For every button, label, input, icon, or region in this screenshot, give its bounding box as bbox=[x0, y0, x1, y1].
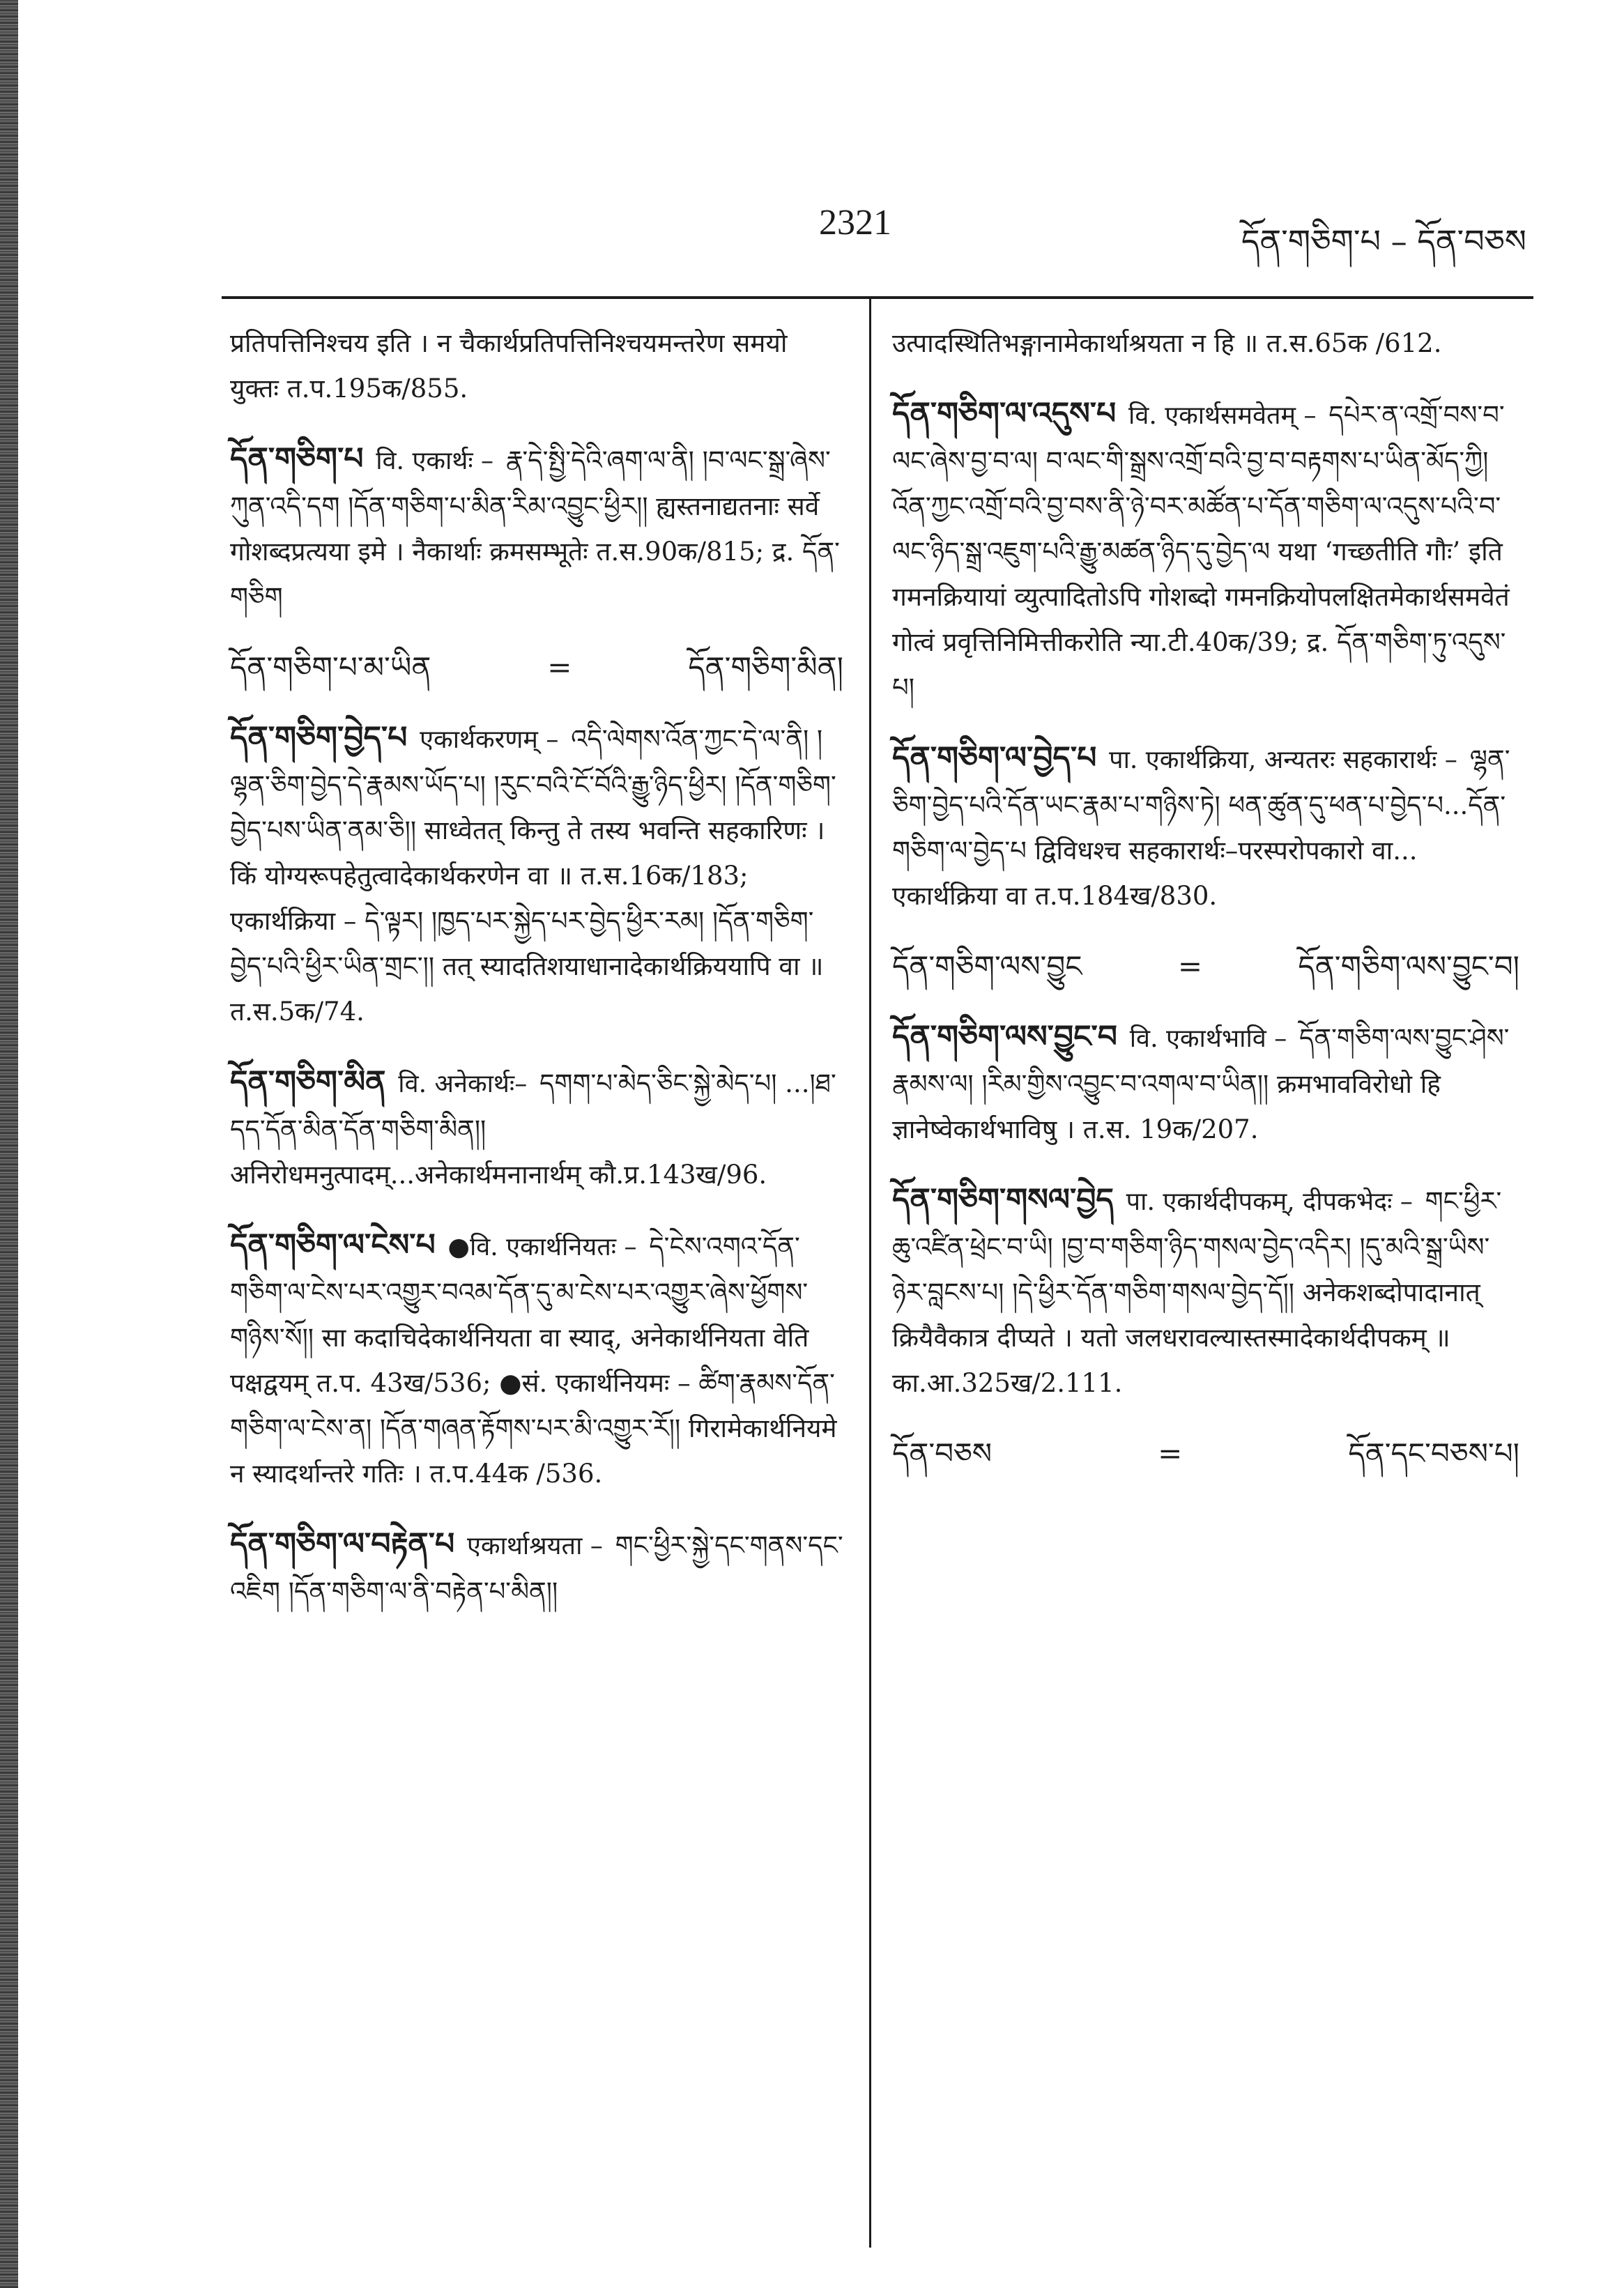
entry-headword: དོན་གཅིག་ལ་འདུས་པ bbox=[892, 396, 1117, 431]
entry-headword: དོན་གཅིག་བྱེད་པ bbox=[230, 720, 408, 755]
entry-grammar: वि. एकार्थभावि – bbox=[1129, 1024, 1287, 1053]
page-header bbox=[230, 202, 1526, 265]
dictionary-entry bbox=[230, 436, 843, 620]
entry-body: རྣ་དེ་སྤྱི་དེའི་ཞག་ལ་ནི། །བ་ལང་སྒྲ་ཞེས་ཀུན་འདི་དག །དོན་གཅིག་པ་མིན་རིམ་འབྱུང་ཕྱིར།། ह्यस्तनाद्यतनाः सर्वे गोशब्दप्रत्यया इमे । नैकार्थाः क्रमसम्भूतेः त.स.90क/815; द्र. དོན་གཅིག bbox=[230, 445, 840, 612]
equiv-right: དོན་གཅིག་མིན། bbox=[688, 650, 843, 684]
entry-grammar: पा. एकार्थक्रिया, अन्यतरः सहकारार्थः – bbox=[1109, 746, 1457, 774]
equals-sign: = bbox=[1177, 949, 1203, 983]
entry-headword: དོན་གཅིག་ལ་ངེས་པ bbox=[230, 1227, 436, 1263]
dictionary-entry bbox=[892, 1177, 1519, 1406]
entry-body: དགག་པ་མེད་ཅིང་སྐྱེ་མེད་པ། ...།ཐ་དད་དོན་མིན་དོན་གཅིག་མིན།། अनिरोधमनुत्पादम्...अनेकार्थमनानार्थम् कौ.प्र.143ख/96. bbox=[230, 1068, 836, 1190]
entry-body: འདི་ལེགས་འོན་ཀྱང་དེ་ལ་ནི། །ལྷན་ཅིག་བྱེད་དེ་རྣམས་ཡོད་པ། །རུང་བའི་ངོ་བོའི་རྒྱུ་ཉིད་ཕྱིར། །དོན་གཅིག་བྱེད་པས་ཡིན་ནམ་ཅི།། साध्वेतत् किन्तु ते तस्य भवन्ति सहकारिणः । किं योग्यरूपहेतुत्वादेकार्थकरणेन वा ॥ त.स.16क/183; एकार्थक्रिया – དེ་ལྟར། །ཁྱད་པར་སྐྱེད་པར་བྱེད་ཕྱིར་རམ། །དོན་གཅིག་བྱེད་པའི་ཕྱིར་ཡིན་གྲང་།། तत् स्यादतिशयाधानादेकार्थक्रिययापि वा ॥ त.स.5क/74. bbox=[230, 724, 836, 1027]
equiv-left: དོན་གཅིག་ལས་བྱུང bbox=[892, 949, 1082, 983]
equivalence-entry bbox=[230, 645, 843, 690]
equivalence-entry bbox=[892, 1431, 1519, 1476]
equiv-left: དོན་བཅས bbox=[892, 1436, 993, 1471]
equiv-left: དོན་གཅིག་པ་མ་ཡིན bbox=[230, 650, 431, 684]
entry-headword: དོན་གཅིག་ལ་བྱེད་པ bbox=[892, 740, 1097, 776]
entry-headword: དོན་གཅིག་ལས་བྱུང་བ bbox=[892, 1019, 1117, 1054]
header-rule bbox=[222, 296, 1533, 299]
page-number: 2321 bbox=[819, 203, 891, 243]
continuation-text: उत्पादस्थितिभङ्गानामेकार्थाश्रयता न हि ॥ त.स.65क /612. bbox=[892, 328, 1442, 358]
scan-edge bbox=[0, 0, 18, 2288]
right-column bbox=[892, 321, 1519, 1501]
entry-grammar: वि. एकार्थः – bbox=[376, 447, 494, 475]
equals-sign: = bbox=[547, 650, 572, 684]
entry-grammar: वि. अनेकार्थः– bbox=[398, 1070, 528, 1098]
entry-headword: དོན་གཅིག་གསལ་བྱེད bbox=[892, 1182, 1114, 1218]
entry-headword: དོན་གཅིག་པ bbox=[230, 441, 364, 477]
dictionary-entry bbox=[230, 1222, 843, 1496]
left-column bbox=[230, 321, 843, 1639]
running-head: དོན་གཅིག་པ – དོན་བཅས bbox=[1241, 222, 1526, 260]
dictionary-entry bbox=[230, 1059, 843, 1197]
dictionary-entry bbox=[230, 715, 843, 1034]
entry-grammar: एकार्थाश्रयता – bbox=[466, 1532, 603, 1560]
entry-grammar: एकार्थकरणम् – bbox=[420, 725, 559, 754]
entry-grammar: ●वि. एकार्थनियतः – bbox=[447, 1233, 637, 1261]
equiv-right: དོན་གཅིག་ལས་བྱུང་བ། bbox=[1298, 949, 1519, 983]
entry-body: དེ་ངེས་འགའ་དོན་གཅིག་ལ་ངེས་པར་འགྱུར་བའམ་དོན་དུ་མ་ངེས་པར་འགྱུར་ཞེས་ཕྱོགས་གཉིས་སོ།། सा कदाचिदेकार्थनियता वा स्याद्, अनेकार्थनियता वेति पक्षद्वयम् त.प. 43ख/536; ●सं. एकार्थनियमः – ཚིག་རྣམས་དོན་གཅིག་ལ་ངེས་ན། །དོན་གཞན་རྟོགས་པར་མི་འགྱུར་རོ།། गिरामेकार्थनियमे न स्यादर्थान्तरे गतिः । त.प.44क /536. bbox=[230, 1231, 837, 1489]
entry-grammar: वि. एकार्थसमवेतम् – bbox=[1128, 401, 1317, 430]
entry-headword: དོན་གཅིག་ལ་བརྟེན་པ bbox=[230, 1526, 455, 1562]
equivalence-entry bbox=[892, 944, 1519, 989]
entry-headword: དོན་གཅིག་མིན bbox=[230, 1064, 386, 1100]
dictionary-entry bbox=[230, 1521, 843, 1614]
entry-body: དོན་གཅིག་ལས་བྱུང་ཤེས་རྣམས་ལ། །རིམ་གྱིས་འབྱུང་བ་འགལ་བ་ཡིན།། क्रमभावविरोधो हि ज्ञानेष्वेकार्थभाविषु । त.स. 19क/207. bbox=[892, 1023, 1510, 1144]
dictionary-entry bbox=[892, 1014, 1519, 1152]
continuation-text: प्रतिपत्तिनिश्चय इति । न चैकार्थप्रतिपत्तिनिश्चयमन्तरेण समयो युक्तः त.प.195क/855. bbox=[230, 328, 788, 404]
dictionary-entry bbox=[892, 391, 1519, 710]
column-divider bbox=[869, 296, 871, 2248]
entry-body: གང་ཕྱིར་སྐྱེ་དང་གནས་དང་འཇིག །དོན་གཅིག་ལ་ནི་བརྟེན་པ་མིན།། bbox=[230, 1530, 843, 1606]
dictionary-entry bbox=[892, 735, 1519, 919]
equiv-right: དོན་དང་བཅས་པ། bbox=[1348, 1436, 1519, 1471]
equals-sign: = bbox=[1158, 1436, 1183, 1471]
entry-grammar: पा. एकार्थदीपकम्, दीपकभेदः – bbox=[1126, 1188, 1413, 1216]
entry-body: ལྷན་ཅིག་བྱེད་པའི་དོན་ཡང་རྣམ་པ་གཉིས་ཏེ། ཕན་ཚུན་དུ་ཕན་པ་བྱེད་པ...དོན་གཅིག་ལ་བྱེད་པ द्विविधश्च सहकारार्थः–परस्परोपकारो वा... एकार्थक्रिया वा त.प.184ख/830. bbox=[892, 744, 1510, 911]
entry-body: དཔེར་ན་འགྲོ་བས་བ་ལང་ཞེས་བྱ་བ་ལ། བ་ལང་གི་སྒྲས་འགྲོ་བའི་བྱ་བ་བརྟགས་པ་ཡིན་མོད་ཀྱི། འོན་ཀྱང་འགྲོ་བའི་བྱ་བས་ནི་ཉེ་བར་མཚོན་པ་དོན་གཅིག་ལ་འདུས་པའི་བ་ལང་ཉིད་སྒྲ་འཇུག་པའི་རྒྱུ་མཚན་ཉིད་དུ་བྱེད་ལ यथा ‘गच्छतीति गौः’ इति गमनक्रियायां व्युत्पादितोऽपि गोशब्दो गमनक्रियोपलक्षितमेकार्थसमवेतं गोत्वं प्रवृत्तिनिमित्तीकरोति न्या.टी.40क/39; द्र. དོན་གཅིག་ཏུ་འདུས་པ། bbox=[892, 400, 1510, 702]
entry-body: གང་ཕྱིར་ཆུ་འཛིན་ཕྲེང་བ་ཡི། །བྱ་བ་གཅིག་ཉིད་གསལ་བྱེད་འདིར། །དུ་མའི་སྒྲ་ཡིས་ཉེར་བླངས་པ། །དེ་ཕྱིར་དོན་གཅིག་གསལ་བྱེད་དོ།། अनेकशब्दोपादानात् क्रियैवैकात्र दीप्यते । यतो जलधरावल्यास्तस्मादेकार्थदीपकम् ॥ का.आ.325ख/2.111. bbox=[892, 1186, 1502, 1398]
